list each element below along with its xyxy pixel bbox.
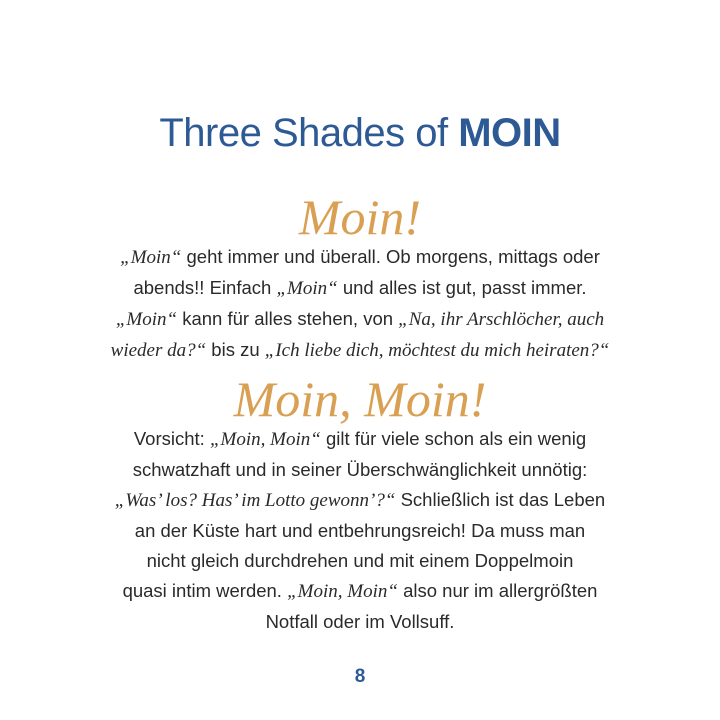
page-title [0, 111, 720, 156]
body-text: bis zu [206, 339, 265, 360]
quote-text: „Moin, Moin“ [209, 429, 321, 450]
quote-text: „Moin“ [276, 278, 338, 299]
body-text: Schließlich ist das Leben [395, 489, 606, 510]
text-line [110, 273, 610, 304]
section-body [110, 242, 610, 366]
quote-text: „Was’ los? Has’ im Lotto gewonn’?“ [114, 490, 396, 511]
section-heading: Moin, Moin! [233, 371, 487, 427]
body-text: gilt für viele schon als ein wenig [320, 428, 587, 449]
body-text: Notfall oder im Vollsuff. [265, 611, 455, 632]
body-text: schwatzhaft und in seiner Überschwänglichkeit unnötig: [132, 459, 588, 480]
quote-text: „Moin“ [115, 309, 178, 330]
text-line [110, 335, 610, 366]
title-regular: Three Shades of [159, 110, 459, 155]
title-bold: MOIN [458, 110, 561, 155]
text-line [110, 546, 610, 576]
text-line [110, 485, 610, 516]
quote-text: wieder da?“ [110, 340, 207, 361]
section-moin [0, 189, 720, 366]
text-line [110, 424, 610, 455]
quote-text: „Na, ihr Arschlöcher, auch [398, 309, 605, 330]
body-text: kann für alles stehen, von [177, 308, 399, 329]
body-text: also nur im allergrößten [397, 580, 598, 601]
section-heading: Moin! [298, 189, 422, 245]
section-body [110, 424, 610, 637]
body-text: geht immer und überall. Ob morgens, mittags oder [181, 246, 600, 267]
quote-text: „Moin“ [120, 247, 182, 268]
body-text: quasi intim werden. [122, 580, 288, 601]
body-text: abends!! Einfach [133, 277, 277, 298]
body-text: nicht gleich durchdrehen und mit einem Doppelmoin [146, 550, 574, 571]
body-text: an der Küste hart und entbehrungsreich! Da muss man [134, 520, 586, 541]
text-line [110, 576, 610, 607]
section-moin-moin [0, 371, 720, 637]
text-line [110, 607, 610, 637]
text-line [110, 304, 610, 335]
body-text: und alles ist gut, passt immer. [337, 277, 587, 298]
quote-text: „Moin, Moin“ [287, 581, 398, 602]
body-text: Vorsicht: [133, 428, 210, 449]
text-line [110, 455, 610, 485]
text-line [110, 242, 610, 273]
text-line [110, 516, 610, 546]
quote-text: „Ich liebe dich, möchtest du mich heiraten?“ [264, 340, 610, 361]
page-number: 8 [354, 666, 366, 687]
